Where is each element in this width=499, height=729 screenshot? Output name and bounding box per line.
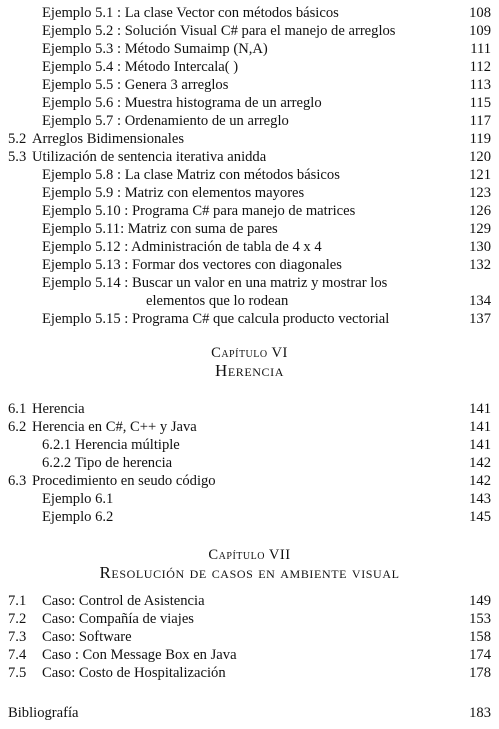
toc-entry xyxy=(0,508,499,526)
toc-entry-label: Ejemplo 5.13 : Formar dos vectores con diagonales xyxy=(42,257,342,273)
toc-section-label: Arreglos Bidimensionales xyxy=(32,131,184,147)
toc-section-page: 142 xyxy=(469,473,491,489)
toc-entry-page: 109 xyxy=(469,23,491,39)
toc-entry xyxy=(0,256,499,274)
toc-section-page: 141 xyxy=(469,419,491,435)
toc-entry-label-continued: elementos que lo rodean xyxy=(146,293,289,309)
toc-entry-label: Ejemplo 5.1 : La clase Vector con métodos básicos xyxy=(42,5,339,21)
toc-section-label: Caso: Control de Asistencia xyxy=(42,593,205,609)
toc-entry-page: 130 xyxy=(469,239,491,255)
toc-entry xyxy=(0,184,499,202)
toc-entry xyxy=(0,112,499,130)
toc-section xyxy=(0,472,499,490)
toc-section-page: 158 xyxy=(469,629,491,645)
bibliography-label: Bibliografía xyxy=(8,705,79,721)
toc-section-label: Caso: Costo de Hospitalización xyxy=(42,665,226,681)
toc-section xyxy=(0,646,499,664)
toc-section-number: 6.1 xyxy=(8,401,27,417)
toc-section xyxy=(0,130,499,148)
toc-entry-page: 108 xyxy=(469,5,491,21)
toc-entry-page: 111 xyxy=(470,41,491,57)
toc-subsection-label: 6.2.2 Tipo de herencia xyxy=(42,455,173,471)
toc-section-page: 141 xyxy=(469,401,491,417)
toc-entry xyxy=(0,76,499,94)
toc-entry-label: Ejemplo 5.10 : Programa C# para manejo de matrices xyxy=(42,203,356,219)
toc-entry xyxy=(0,4,499,22)
toc-section xyxy=(0,592,499,610)
toc-entry xyxy=(0,94,499,112)
toc-section-number: 7.4 xyxy=(8,647,27,663)
toc-section-page: 153 xyxy=(469,611,491,627)
toc-subsection xyxy=(0,436,499,454)
toc-section-page: 174 xyxy=(469,647,491,663)
toc-entry xyxy=(0,58,499,76)
chapter-title: Herencia xyxy=(214,361,285,380)
toc-section-number: 5.2 xyxy=(8,131,27,147)
toc-bibliography xyxy=(0,704,499,722)
bibliography-page: 183 xyxy=(469,705,491,721)
toc-entry-label: Ejemplo 5.4 : Método Intercala( ) xyxy=(42,59,239,75)
toc-entry-page: 112 xyxy=(469,59,491,75)
chapter-number: Capítulo VI xyxy=(211,345,288,361)
toc-entry-label: Ejemplo 5.11: Matriz con suma de pares xyxy=(42,221,278,237)
toc-entry-page: 126 xyxy=(469,203,491,219)
toc-entry-label: Ejemplo 5.15 : Programa C# que calcula producto vectorial xyxy=(42,311,390,327)
toc-entry-label: Ejemplo 5.9 : Matriz con elementos mayores xyxy=(42,185,305,201)
toc-section-page: 178 xyxy=(469,665,491,681)
toc-entry xyxy=(0,40,499,58)
toc-entry-label: Ejemplo 5.3 : Método Sumaimp (N,A) xyxy=(42,41,268,57)
toc-entry-label: Ejemplo 5.5 : Genera 3 arreglos xyxy=(42,77,229,93)
toc-section xyxy=(0,610,499,628)
toc-entry xyxy=(0,166,499,184)
toc-section-label: Caso: Software xyxy=(42,629,132,645)
toc-entry-label: Ejemplo 5.7 : Ordenamiento de un arreglo xyxy=(42,113,289,129)
toc-section-label: Herencia xyxy=(32,401,85,417)
toc-entry-page: 117 xyxy=(469,113,491,129)
toc-section-label: Caso : Con Message Box en Java xyxy=(42,647,237,663)
toc-entry-label: Ejemplo 6.2 xyxy=(42,509,114,525)
toc-entry-page: 129 xyxy=(469,221,491,237)
toc-section-number: 7.3 xyxy=(8,629,27,645)
chapter-title: Resolución de casos en ambiente visual xyxy=(99,563,400,582)
toc-section xyxy=(0,628,499,646)
toc-section-label: Procedimiento en seudo código xyxy=(32,473,216,489)
toc-section xyxy=(0,400,499,418)
toc-entry xyxy=(0,202,499,220)
toc-section-page: 119 xyxy=(469,131,491,147)
toc-section-label: Utilización de sentencia iterativa anidda xyxy=(32,149,267,165)
toc-subsection-label: 6.2.1 Herencia múltiple xyxy=(42,437,180,453)
toc-section-number: 6.2 xyxy=(8,419,27,435)
toc-section-label: Herencia en C#, C++ y Java xyxy=(32,419,197,435)
toc-entry-page: 132 xyxy=(469,257,491,273)
toc-entry-page: 113 xyxy=(469,77,491,93)
toc-subsection-page: 142 xyxy=(469,455,491,471)
toc-entry-page: 121 xyxy=(469,167,491,183)
toc-entry-label: Ejemplo 5.12 : Administración de tabla de 4 x 4 xyxy=(42,239,322,255)
toc-section-number: 7.2 xyxy=(8,611,27,627)
toc-entry-page: 145 xyxy=(469,509,491,525)
toc-entry xyxy=(0,490,499,508)
toc-entry-label: Ejemplo 6.1 xyxy=(42,491,114,507)
toc-entry-label: Ejemplo 5.14 : Buscar un valor en una matriz y mostrar los xyxy=(42,275,388,291)
toc-section-label: Caso: Compañía de viajes xyxy=(42,611,194,627)
toc-entry-page: 143 xyxy=(469,491,491,507)
toc-section xyxy=(0,148,499,166)
toc-entry xyxy=(0,238,499,256)
toc-entry xyxy=(0,310,499,328)
toc-section xyxy=(0,418,499,436)
toc-entry xyxy=(0,292,499,310)
toc-subsection-page: 141 xyxy=(469,437,491,453)
toc-section-number: 7.1 xyxy=(8,593,27,609)
toc-section-number: 6.3 xyxy=(8,473,27,489)
toc-entry xyxy=(0,274,499,292)
toc-section-page: 149 xyxy=(469,593,491,609)
toc-entry xyxy=(0,22,499,40)
toc-entry-label: Ejemplo 5.2 : Solución Visual C# para el manejo de arreglos xyxy=(42,23,396,39)
chapter-number: Capítulo VII xyxy=(208,547,291,563)
toc-entry-page: 134 xyxy=(469,293,491,309)
toc-entry-label: Ejemplo 5.6 : Muestra histograma de un arreglo xyxy=(42,95,322,111)
toc-section-page: 120 xyxy=(469,149,491,165)
toc-entry-label: Ejemplo 5.8 : La clase Matriz con métodos básicos xyxy=(42,167,340,183)
toc-entry-page: 115 xyxy=(469,95,491,111)
toc-entry-page: 137 xyxy=(469,311,491,327)
toc-section xyxy=(0,664,499,682)
toc-subsection xyxy=(0,454,499,472)
toc-section-number: 5.3 xyxy=(8,149,27,165)
toc-section-number: 7.5 xyxy=(8,665,27,681)
toc-entry xyxy=(0,220,499,238)
toc-entry-page: 123 xyxy=(469,185,491,201)
